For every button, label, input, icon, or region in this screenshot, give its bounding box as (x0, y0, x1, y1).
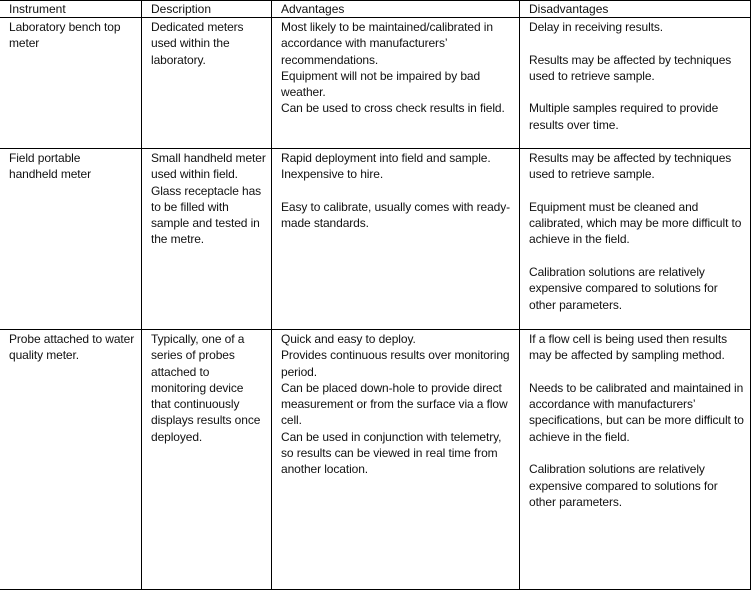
table-row-3-instrument: Probe attached to water quality meter. (9, 332, 135, 363)
advantage-item: Provides continuous results over monitoring period. (281, 348, 510, 379)
table-row-3-advantages (281, 331, 517, 478)
table-row-2-disadvantages (529, 150, 747, 313)
header-instrument: Instrument (9, 2, 66, 16)
advantage-item: Can be used to cross check results in field. (281, 101, 505, 116)
table-row-2-description: Small handheld meter used within field. Glass receptacle has to be filled with sample and tested in the metre. (151, 151, 266, 247)
advantage-item: Quick and easy to deploy. (281, 332, 416, 346)
header-description: Description (151, 2, 212, 16)
table-top-border (0, 0, 751, 1)
table-row-1-disadvantages (529, 19, 747, 133)
column-divider (271, 0, 272, 590)
disadvantage-item: If a flow cell is being used then results may be affected by sampling method. (529, 332, 728, 363)
table-row-1-description: Dedicated meters used within the laboratory. (151, 20, 244, 67)
table-row-3-description: Typically, one of a series of probes attached to monitoring device that continuously displays results once deployed. (151, 332, 261, 444)
row-divider (0, 329, 751, 330)
table-row-1-advantages (281, 19, 515, 117)
table-right-border (750, 0, 751, 590)
disadvantage-item: Calibration solutions are relatively expensive compared to solutions for other parameters. (529, 265, 718, 312)
column-divider (519, 0, 520, 590)
advantage-item: Most likely to be maintained/calibrated in accordance with manufacturers’ recommendations. (281, 20, 493, 67)
column-divider (141, 0, 142, 590)
header-disadvantages: Disadvantages (529, 2, 609, 16)
disadvantage-item: Equipment must be cleaned and calibrated, which may be more difficult to achieve in the field. (529, 199, 742, 247)
header-advantages: Advantages (281, 2, 345, 16)
advantage-item: Can be placed down-hole to provide direct measurement or from the surface via a flow cell. (281, 380, 508, 428)
table-row-3-disadvantages (529, 331, 747, 510)
disadvantage-item: Multiple samples required to provide results over time. (529, 101, 719, 132)
disadvantage-item: Delay in receiving results. (529, 20, 664, 34)
advantage-item: Easy to calibrate, usually comes with ready-made standards. (281, 199, 511, 231)
advantage-item: Equipment will not be impaired by bad weather. (281, 68, 481, 100)
table-row-2-instrument: Field portable handheld meter (9, 151, 91, 182)
advantage-item: Can be used in conjunction with telemetry, so results can be viewed in real time from another location. (281, 429, 502, 477)
table-row-1-instrument: Laboratory bench top meter (9, 20, 121, 51)
row-divider (0, 148, 751, 149)
table-row-2-advantages (281, 150, 515, 231)
disadvantage-item: Results may be affected by techniques used to retrieve sample. (529, 151, 732, 182)
disadvantage-item: Results may be affected by techniques used to retrieve sample. (529, 52, 732, 83)
disadvantage-item: Needs to be calibrated and maintained in accordance with manufacturers’ specifications, but can be more difficult to achieve in the field. (529, 380, 744, 444)
disadvantage-item: Calibration solutions are relatively expensive compared to solutions for other parameters. (529, 462, 718, 509)
table-bottom-border (0, 589, 751, 590)
header-divider (0, 17, 751, 18)
advantage-item: Inexpensive to hire. (281, 167, 384, 182)
advantage-item: Rapid deployment into field and sample. (281, 151, 491, 165)
